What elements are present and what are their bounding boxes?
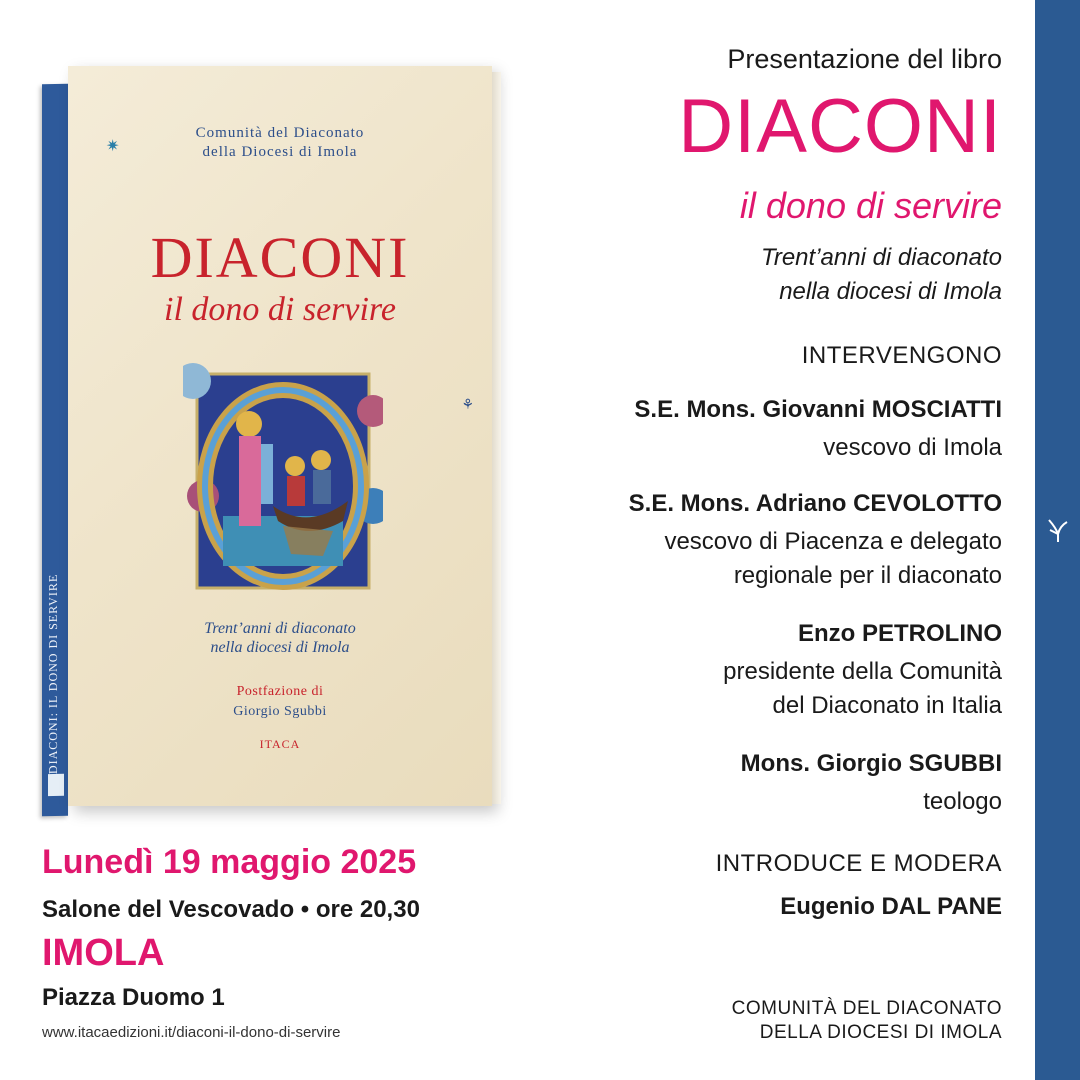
cover-afterword (68, 682, 492, 722)
intro-line: Presentazione del libro (727, 44, 1002, 74)
speaker-role: regionale per il diaconato (733, 562, 1002, 589)
speaker-role: vescovo di Piacenza e delegato (664, 528, 1002, 555)
star-icon: ✷ (106, 138, 120, 155)
publisher-logo-icon (1046, 516, 1070, 544)
speaker-name: Enzo PETROLINO (798, 620, 1002, 647)
cover-author-line: della Diocesi di Imola (202, 144, 358, 160)
event-address: Piazza Duomo 1 (42, 984, 225, 1011)
main-subtitle: il dono di servire (739, 185, 1002, 226)
speaker-role: teologo (923, 788, 1002, 815)
main-title: DIACONI (678, 84, 1002, 169)
speaker-role: del Diaconato in Italia (772, 692, 1002, 719)
speaker-name: Mons. Giorgio SGUBBI (740, 750, 1002, 777)
footer-org-line: COMUNITÀ DEL DIACONATO (731, 998, 1002, 1019)
speaker-role: vescovo di Imola (823, 434, 1002, 461)
cover-afterword-label: Postfazione di (236, 684, 324, 699)
cover-tagline (68, 619, 492, 657)
speakers-label: INTERVENGONO (801, 342, 1002, 369)
cover-subtitle: il dono di servire (164, 291, 396, 328)
moderator-label: INTRODUCE E MODERA (715, 850, 1002, 877)
cover-afterword-name: Giorgio Sgubbi (233, 704, 327, 719)
spine-title: DIACONI: IL DONO DI SERVIRE (46, 573, 60, 775)
speaker-role: presidente della Comunità (723, 658, 1002, 685)
speaker-name: S.E. Mons. Adriano CEVOLOTTO (628, 490, 1002, 517)
footer-org-line: DELLA DIOCESI DI IMOLA (759, 1022, 1002, 1043)
book-mockup (42, 66, 500, 816)
tagline-line: nella diocesi di Imola (779, 278, 1002, 305)
cover-publisher: ITACA (259, 737, 301, 751)
event-url-link[interactable]: www.itacaedizioni.it/diaconi-il-dono-di-servire (42, 1024, 341, 1041)
spine-logo-icon (48, 774, 64, 796)
cover-author (68, 124, 492, 162)
publisher-mark-icon: ⚘ (461, 396, 474, 412)
cover-tagline-line: Trent’anni di diaconato (204, 620, 356, 637)
speaker-name: S.E. Mons. Giovanni MOSCIATTI (634, 396, 1002, 423)
page-edge (492, 72, 501, 804)
event-city: IMOLA (42, 932, 165, 974)
cover-title: DIACONI (150, 225, 410, 290)
cover-tagline-line: nella diocesi di Imola (210, 639, 350, 656)
tagline-line: Trent’anni di diaconato (760, 244, 1002, 271)
event-venue: Salone del Vescovado • ore 20,30 (42, 896, 420, 923)
event-date: Lunedì 19 maggio 2025 (42, 843, 417, 881)
sidebar-band (1035, 0, 1080, 1080)
cover-author-line: Comunità del Diaconato (195, 125, 365, 141)
book-cover (68, 66, 492, 806)
moderator-name: Eugenio DAL PANE (780, 893, 1002, 920)
illuminated-letter-illustration (183, 356, 383, 606)
footer-organization (732, 997, 1002, 1045)
tagline (761, 241, 1002, 309)
book-spine (42, 84, 68, 817)
